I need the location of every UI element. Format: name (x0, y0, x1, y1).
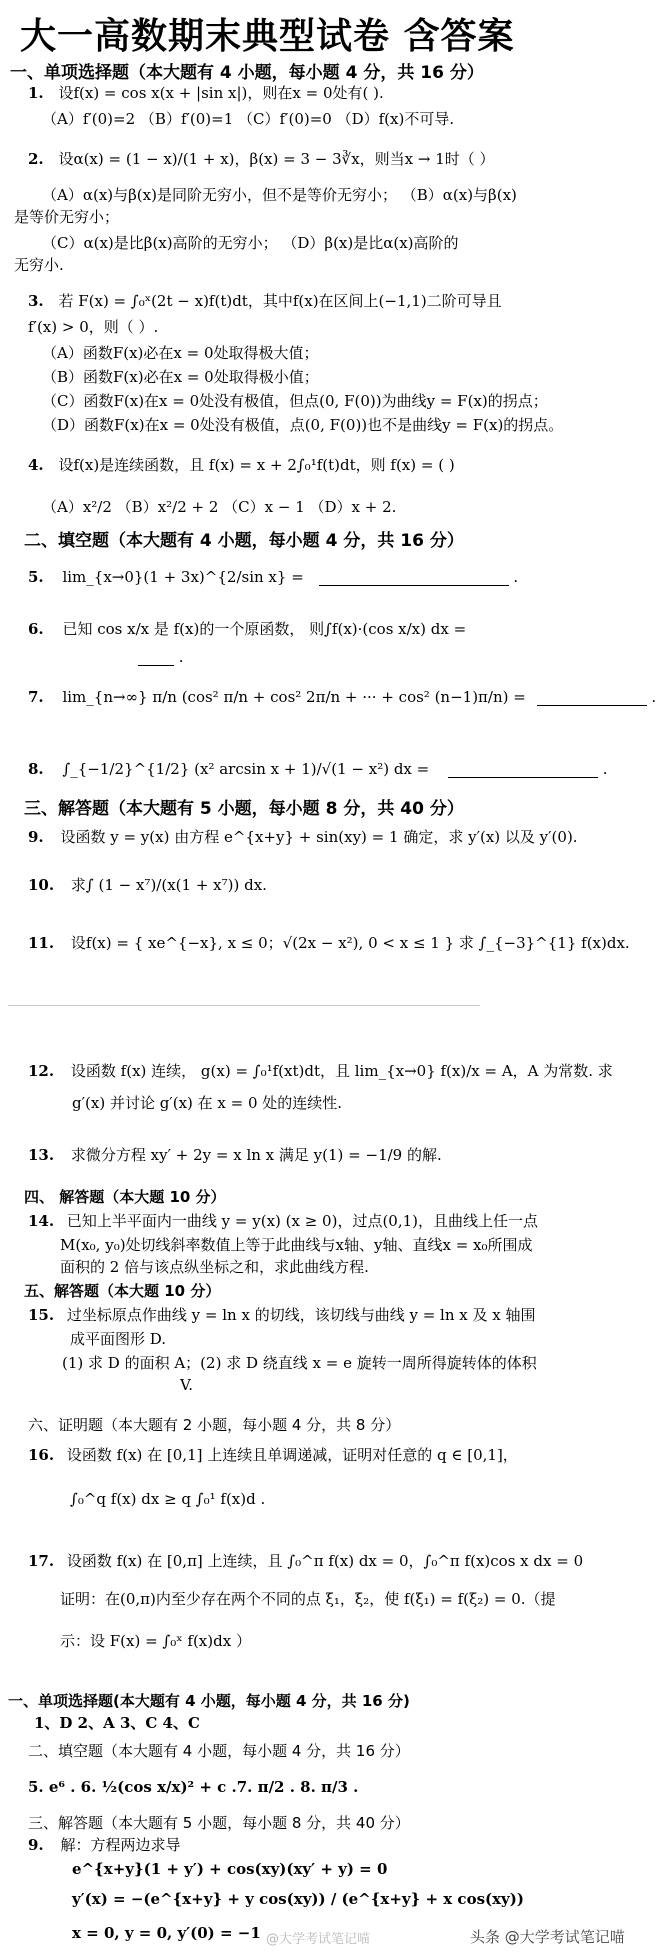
question-17-text-cont: 证明：在(0,π)内至少存在两个不同的点 ξ₁，ξ₂，使 f(ξ₁) = f(ξ₂) = 0.（提 (60, 1590, 556, 1608)
question-number: 8. (28, 760, 44, 778)
question-number: 9. (28, 828, 44, 846)
answer-9-line-3: x = 0, y = 0, y′(0) = −1 (72, 1924, 261, 1942)
question-4 (28, 456, 455, 474)
answer-text: 解：方程两边求导 (60, 1836, 181, 1854)
question-15-text-cont2: (1) 求 D 的面积 A；(2) 求 D 绕直线 x = e 旋转一周所得旋转体的体积 (62, 1354, 537, 1372)
section-2-heading: 二、填空题（本大题有 4 小题，每小题 4 分，共 16 分） (24, 531, 464, 551)
answer-blank (537, 705, 647, 706)
question-text: lim_{n→∞} π/n (cos² π/n + cos² 2π/n + ··· + cos² (n−1)π/n) = (62, 688, 526, 706)
question-text: 已知上半平面内一曲线 y = y(x) (x ≥ 0)，过点(0,1)，且曲线上任一点 (66, 1212, 539, 1230)
question-7: 7. lim_{n→∞} π/n (cos² π/n + cos² 2π/n + ··· + cos² (n−1)π/n) = . (28, 688, 656, 706)
question-12-text-cont: g′(x) 并讨论 g′(x) 在 x = 0 处的连续性. (72, 1094, 343, 1112)
question-14-text-cont: M(x₀, y₀)处切线斜率数值上等于此曲线与x轴、y轴、直线x = x₀所围成 (60, 1236, 533, 1254)
answer-9 (28, 1836, 180, 1854)
question-17-text-cont2: 示：设 F(x) = ∫₀ˣ f(x)dx ） (60, 1632, 251, 1650)
question-11 (28, 934, 630, 952)
question-17 (28, 1552, 583, 1570)
question-6 (28, 620, 466, 638)
question-number: 13. (28, 1146, 55, 1164)
question-number: 10. (28, 876, 55, 894)
question-text: lim_{x→0}(1 + 3x)^{2/sin x} = (62, 568, 304, 586)
question-number: 12. (28, 1062, 55, 1080)
watermark-corner: 头条 @大学考试笔记喵 (470, 1928, 625, 1946)
question-text: 设α(x) = (1 − x)/(1 + x)，β(x) = 3 − 3∛x，则当x → 1时（ ） (58, 150, 495, 168)
question-15 (28, 1306, 536, 1324)
answer-blank (448, 777, 598, 778)
question-number: 6. (28, 620, 44, 638)
question-number: 17. (28, 1552, 55, 1570)
answers-section-2-heading: 二、填空题（本大题有 4 小题，每小题 4 分，共 16 分） (28, 1742, 410, 1760)
answer-9-line-1: e^{x+y}(1 + y′) + cos(xy)(xy′ + y) = 0 (72, 1860, 388, 1878)
question-3-option-a: （A）函数F(x)必在x = 0处取得极大值； (42, 344, 319, 362)
question-number: 2. (28, 150, 44, 168)
question-10 (28, 876, 267, 894)
answers-section-1-heading: 一、单项选择题(本大题有 4 小题，每小题 4 分，共 16 分) (8, 1692, 410, 1710)
question-number: 1. (28, 84, 44, 102)
question-2-option-c: （C）α(x)是比β(x)高阶的无穷小； （D）β(x)是比α(x)高阶的 (42, 234, 459, 252)
question-14 (28, 1212, 538, 1230)
divider (8, 1005, 480, 1006)
question-15-text-cont: 成平面图形 D. (70, 1330, 167, 1348)
answer-blank (319, 585, 509, 586)
question-text: 设函数 f(x) 在 [0,1] 上连续且单调递减，证明对任意的 q ∈ [0,1]， (66, 1446, 518, 1464)
section-6-heading: 六、证明题（本大题有 2 小题，每小题 4 分，共 8 分） (28, 1416, 401, 1434)
question-1 (28, 84, 384, 102)
question-number: 5. (28, 568, 44, 586)
question-16-text-cont: ∫₀^q f(x) dx ≥ q ∫₀¹ f(x)d . (70, 1490, 266, 1508)
question-3 (28, 292, 502, 310)
question-6-blank: . (138, 648, 184, 666)
question-4-options: （A）x²/2 （B）x²/2 + 2 （C）x − 1 （D）x + 2. (42, 498, 397, 516)
section-4-heading: 四、 解答题（本大题 10 分） (24, 1188, 226, 1206)
answers-section-3-heading: 三、解答题（本大题有 5 小题，每小题 8 分，共 40 分） (28, 1814, 410, 1832)
question-8: 8. ∫_{−1/2}^{1/2} (x² arcsin x + 1)/√(1 − x²) dx = . (28, 760, 608, 778)
question-3-option-b: （B）函数F(x)必在x = 0处取得极小值； (42, 368, 319, 386)
question-2-option-a-cont: 是等价无穷小； (14, 208, 120, 226)
question-5: 5. lim_{x→0}(1 + 3x)^{2/sin x} = . (28, 568, 519, 586)
question-text: 求微分方程 xy′ + 2y = x ln x 满足 y(1) = −1/9 的解. (70, 1146, 442, 1164)
question-text: 设函数 f(x) 在 [0,π] 上连续，且 ∫₀^π f(x) dx = 0，∫₀^π f(x)cos x dx = 0 (66, 1552, 584, 1570)
question-text: 设f(x)是连续函数，且 f(x) = x + 2∫₀¹f(t)dt，则 f(x) = ( ) (58, 456, 455, 474)
question-number: 9. (28, 1836, 44, 1854)
question-text: 设函数 f(x) 连续， g(x) = ∫₀¹f(xt)dt，且 lim_{x→0} f(x)/x = A，A 为常数. 求 (70, 1062, 613, 1080)
answer-9-line-2: y′(x) = −(e^{x+y} + y cos(xy)) / (e^{x+y} + x cos(xy)) (72, 1890, 524, 1908)
question-number: 3. (28, 292, 44, 310)
question-number: 4. (28, 456, 44, 474)
page-title: 大一高数期末典型试卷 含答案 (20, 16, 515, 57)
watermark-center: @大学考试笔记喵 (266, 1932, 371, 1947)
question-text: 若 F(x) = ∫₀ˣ(2t − x)f(t)dt，其中f(x)在区间上(−1,1)二阶可导且 (58, 292, 502, 310)
answers-section-1-values: 1、D 2、A 3、C 4、C (34, 1714, 200, 1732)
question-2-option-a: （A）α(x)与β(x)是同阶无穷小，但不是等价无穷小； （B）α(x)与β(x) (42, 186, 517, 204)
question-15-text-cont3: V. (180, 1376, 193, 1394)
question-13 (28, 1146, 442, 1164)
question-text: 设f(x) = { xe^{−x}, x ≤ 0；√(2x − x²), 0 < x ≤ 1 } 求 ∫_{−3}^{1} f(x)dx. (70, 934, 630, 952)
section-3-heading: 三、解答题（本大题有 5 小题，每小题 8 分，共 40 分） (24, 799, 464, 819)
question-number: 15. (28, 1306, 55, 1324)
question-text: 设f(x) = cos x(x + |sin x|)，则在x = 0处有( ). (58, 84, 384, 102)
question-16 (28, 1446, 518, 1464)
answers-section-2-values: 5. e⁶ . 6. ½(cos x/x)² + c .7. π/2 . 8. π/3 . (28, 1778, 359, 1796)
question-text: 已知 cos x/x 是 f(x)的一个原函数， 则∫f(x)·(cos x/x) dx = (62, 620, 467, 638)
question-number: 16. (28, 1446, 55, 1464)
question-text: 求∫ (1 − x⁷)/(x(1 + x⁷)) dx. (70, 876, 267, 894)
answer-blank (138, 665, 174, 666)
question-number: 14. (28, 1212, 55, 1230)
question-number: 7. (28, 688, 44, 706)
question-12 (28, 1062, 613, 1080)
section-5-heading: 五、解答题（本大题 10 分） (24, 1282, 221, 1300)
question-number: 11. (28, 934, 55, 952)
question-3-option-d: （D）函数F(x)在x = 0处没有极值，点(0, F(0))也不是曲线y = F(x)的拐点。 (42, 416, 564, 434)
question-3-option-c: （C）函数F(x)在x = 0处没有极值，但点(0, F(0))为曲线y = F(x)的拐点； (42, 392, 548, 410)
question-2 (28, 150, 495, 168)
question-text: 过坐标原点作曲线 y = ln x 的切线，该切线与曲线 y = ln x 及 x 轴围 (66, 1306, 536, 1324)
question-3-text-cont: f′(x) > 0，则（ ）. (28, 318, 159, 336)
question-text: ∫_{−1/2}^{1/2} (x² arcsin x + 1)/√(1 − x²) dx = (62, 760, 430, 778)
question-9 (28, 828, 578, 846)
section-1-heading: 一、单项选择题（本大题有 4 小题，每小题 4 分，共 16 分） (10, 63, 484, 83)
question-14-text-cont2: 面积的 2 倍与该点纵坐标之和，求此曲线方程. (60, 1258, 369, 1276)
question-1-options: （A）f′(0)=2 （B）f′(0)=1 （C）f′(0)=0 （D）f(x)不可导. (42, 110, 455, 128)
question-text: 设函数 y = y(x) 由方程 e^{x+y} + sin(xy) = 1 确定，求 y′(x) 以及 y′(0). (60, 828, 578, 846)
question-2-option-c-cont: 无穷小. (14, 256, 64, 274)
